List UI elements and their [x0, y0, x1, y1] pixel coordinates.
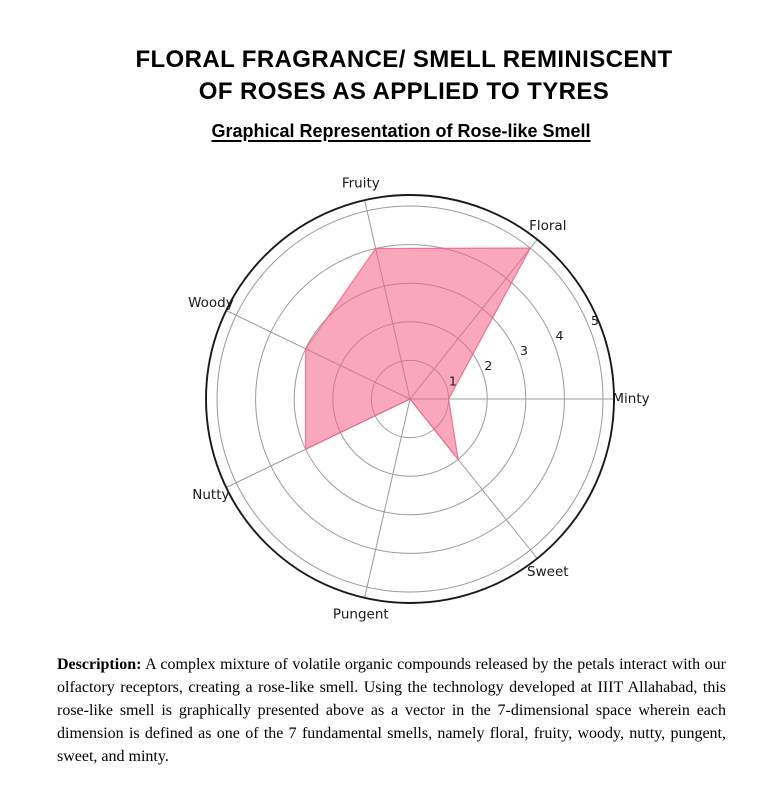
page-title-line1: FLORAL FRAGRANCE/ SMELL REMINISCENT [135, 46, 673, 73]
axis-label-nutty: Nutty [192, 486, 230, 503]
chart-heading [11, 121, 780, 142]
axis-label-sweet: Sweet [527, 563, 569, 580]
radial-tick-label: 3 [520, 342, 528, 358]
radial-tick-label: 1 [448, 373, 457, 389]
radial-tick-label: 2 [484, 358, 493, 374]
description-text: A complex mixture of volatile organic compounds released by the petals interact with our olfactory receptors, creating a rose-like smell. Using the technology developed at IIIT Allahabad, this rose-like smell is graphically presented above as a vector in the 7-dimensional space wherein each dimension is defined as one of the 7 fundamental smells, namely floral, fruity, woody, nutty, pungent, sweet, and minty. [57, 655, 726, 765]
radial-tick-label: 4 [555, 327, 564, 343]
axis-label-minty: Minty [612, 390, 650, 407]
page-title [14, 44, 780, 108]
description-label: Description: [57, 655, 142, 673]
page-title-line2: OF ROSES AS APPLIED TO TYRES [198, 77, 610, 105]
axis-spoke-pungent [365, 399, 410, 598]
data-polygon [306, 248, 531, 459]
description-paragraph [57, 653, 726, 768]
axis-label-fruity: Fruity [341, 175, 380, 192]
radar-chart-svg [170, 175, 650, 627]
radial-tick-label: 5 [591, 312, 599, 328]
axis-label-pungent: Pungent [332, 606, 389, 623]
axis-label-floral: Floral [529, 218, 567, 235]
chart-heading-text: Graphical Representation of Rose-like Smell [211, 120, 591, 141]
axis-label-woody: Woody [188, 294, 234, 311]
document-page [0, 44, 780, 768]
radar-chart-figure [170, 175, 650, 627]
